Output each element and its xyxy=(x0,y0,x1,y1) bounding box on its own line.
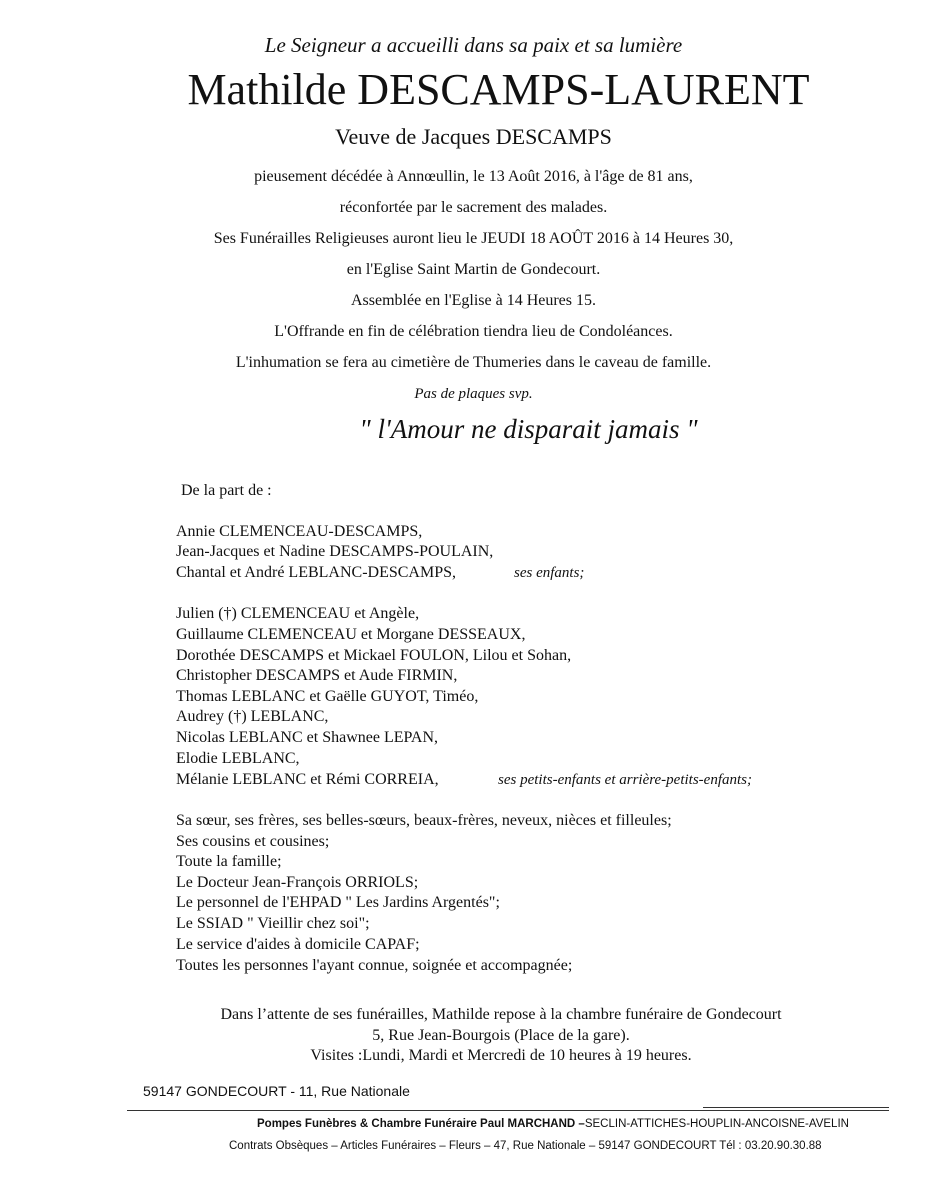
no-plaques-note: Pas de plaques svp. xyxy=(414,386,533,402)
family-line: Chantal et André LEBLANC-DESCAMPS, xyxy=(176,564,456,581)
children-relation: ses enfants; xyxy=(514,565,585,581)
announcement-line: réconfortée par le sacrement des malades. xyxy=(339,199,608,216)
company-locations: SECLIN-ATTICHES-HOUPLIN-ANCOISNE-AVELIN xyxy=(584,1118,849,1130)
opening-verse: Le Seigneur a accueilli dans sa paix et sa lumière xyxy=(264,33,683,57)
repose-line: Visites :Lundi, Mardi et Mercredi de 10 heures à 19 heures. xyxy=(310,1047,692,1064)
family-line: Le SSIAD " Vieillir chez soi"; xyxy=(176,915,370,932)
family-line: Christopher DESCAMPS et Aude FIRMIN, xyxy=(176,667,458,684)
family-line: Ses cousins et cousines; xyxy=(176,833,330,850)
announcement-line: L'inhumation se fera au cimetière de Thumeries dans le caveau de famille. xyxy=(235,354,712,371)
announcement-line: pieusement décédée à Annœullin, le 13 Août 2016, à l'âge de 81 ans, xyxy=(254,168,693,185)
announcement-line: L'Offrande en fin de célébration tiendra lieu de Condoléances. xyxy=(274,323,673,340)
family-line: Sa sœur, ses frères, ses belles-sœurs, beaux-frères, neveux, nièces et filleules; xyxy=(176,812,672,829)
company-name: Pompes Funèbres & Chambre Funéraire Paul MARCHAND – xyxy=(257,1118,585,1130)
repose-line: Dans l’attente de ses funérailles, Mathilde repose à la chambre funéraire de Gondecourt xyxy=(220,1006,782,1023)
family-line: Guillaume CLEMENCEAU et Morgane DESSEAUX, xyxy=(176,626,526,643)
family-line: Elodie LEBLANC, xyxy=(176,750,300,767)
family-line: Toute la famille; xyxy=(176,853,282,870)
family-line: Le service d'aides à domicile CAPAF; xyxy=(176,936,420,953)
repose-line: 5, Rue Jean-Bourgois (Place de la gare). xyxy=(372,1027,630,1044)
family-line: Annie CLEMENCEAU-DESCAMPS, xyxy=(176,523,423,540)
family-line: Thomas LEBLANC et Gaëlle GUYOT, Timéo, xyxy=(176,688,479,705)
announcement-line: Assemblée en l'Eglise à 14 Heures 15. xyxy=(350,292,597,309)
family-line: Mélanie LEBLANC et Rémi CORREIA, xyxy=(176,771,439,788)
widow-of: Veuve de Jacques DESCAMPS xyxy=(335,124,612,149)
announcement-line: en l'Eglise Saint Martin de Gondecourt. xyxy=(346,261,601,278)
footer-divider-accent xyxy=(703,1107,889,1108)
footer-company xyxy=(257,1116,849,1132)
family-line: Nicolas LEBLANC et Shawnee LEPAN, xyxy=(176,729,439,746)
footer-divider xyxy=(127,1110,889,1111)
deceased-name: Mathilde DESCAMPS-LAURENT xyxy=(187,65,810,114)
quote: " l'Amour ne disparait jamais " xyxy=(359,414,698,444)
family-line: Jean-Jacques et Nadine DESCAMPS-POULAIN, xyxy=(176,543,494,560)
family-line: Le personnel de l'EHPAD " Les Jardins Argentés"; xyxy=(176,894,500,911)
family-line: Audrey (†) LEBLANC, xyxy=(176,708,329,725)
family-line: Toutes les personnes l'ayant connue, soignée et accompagnée; xyxy=(176,957,573,974)
footer-address: 59147 GONDECOURT - 11, Rue Nationale xyxy=(143,1083,410,1099)
family-line: Le Docteur Jean-François ORRIOLS; xyxy=(176,874,419,891)
family-line: Dorothée DESCAMPS et Mickael FOULON, Lilou et Sohan, xyxy=(176,647,572,664)
grandchildren-relation: ses petits-enfants et arrière-petits-enfants; xyxy=(498,772,752,788)
announcement-line: Ses Funérailles Religieuses auront lieu le JEUDI 18 AOÛT 2016 à 14 Heures 30, xyxy=(213,230,734,247)
from-label: De la part de : xyxy=(181,482,272,499)
family-line: Julien (†) CLEMENCEAU et Angèle, xyxy=(176,605,420,622)
footer-services: Contrats Obsèques – Articles Funéraires – Fleurs – 47, Rue Nationale – 59147 GONDECOURT Tél : 03.20.90.30.88 xyxy=(229,1140,822,1152)
